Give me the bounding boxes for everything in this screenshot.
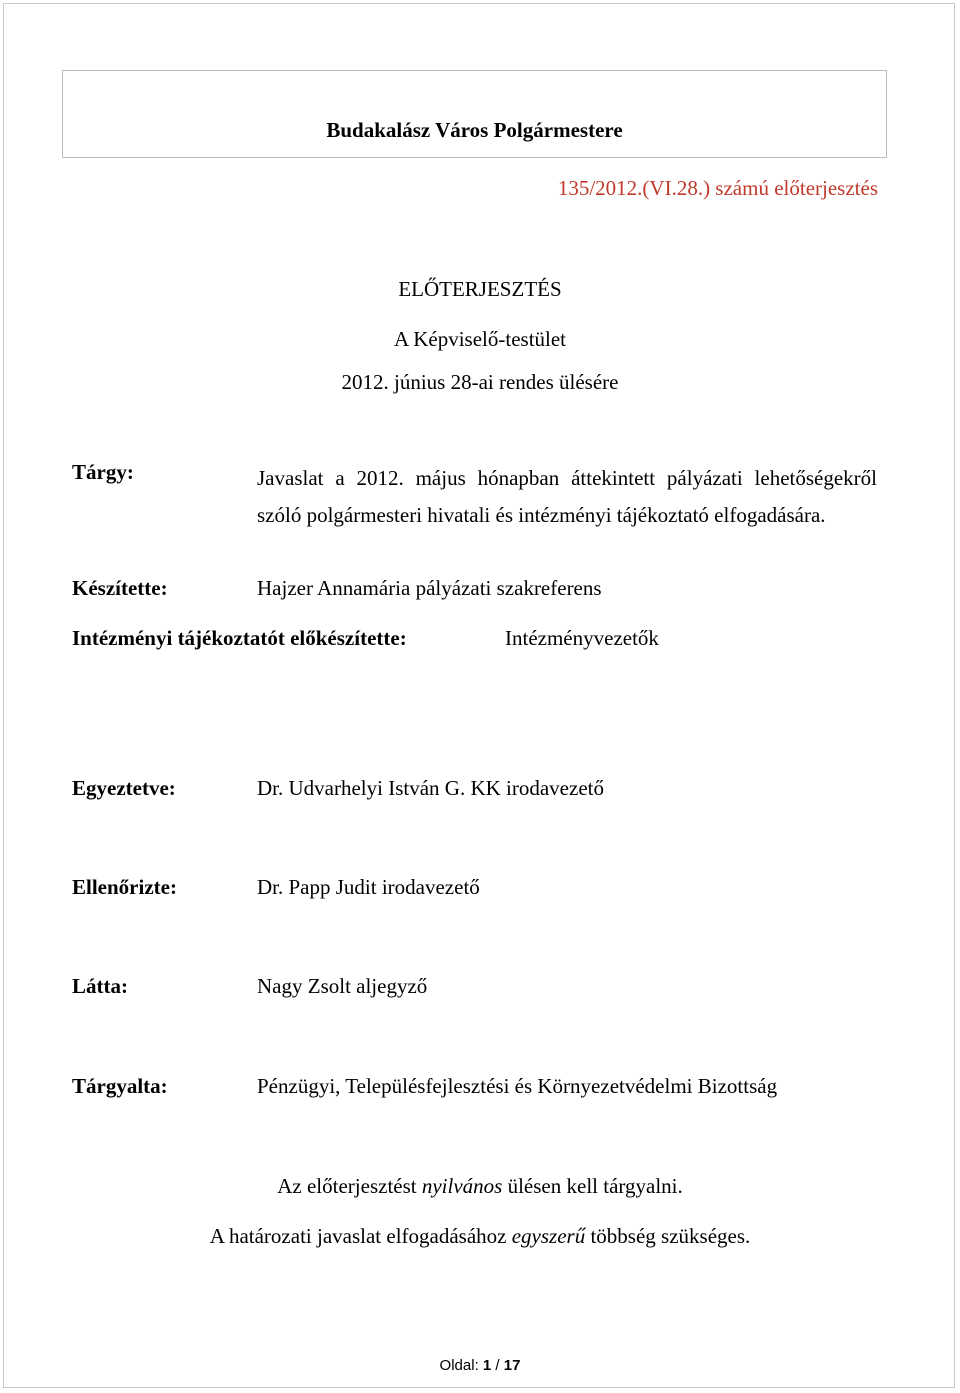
- note2-suffix: többség szükséges.: [585, 1224, 751, 1248]
- header-title: Budakalász Város Polgármestere: [326, 118, 623, 142]
- institution-prep-value: Intézményvezetők: [505, 626, 659, 650]
- prepared-value: Hajzer Annamária pályázati szakreferens: [257, 576, 602, 600]
- note2-prefix: A határozati javaslat elfogadásához: [209, 1224, 512, 1248]
- discussed-value: Pénzügyi, Településfejlesztési és Környezetvédelmi Bizottság: [257, 1074, 778, 1098]
- page-separator: /: [491, 1357, 504, 1374]
- agreed-label: Egyeztetve:: [72, 776, 176, 800]
- seen-label: Látta:: [72, 974, 128, 998]
- agreed-value: Dr. Udvarhelyi István G. KK irodavezető: [257, 776, 604, 800]
- current-page: 1: [482, 1357, 492, 1374]
- checked-value: Dr. Papp Judit irodavezető: [257, 875, 480, 899]
- header-box: [62, 70, 887, 158]
- reference-number: 135/2012.(VI.28.) számú előterjesztés: [557, 176, 878, 200]
- total-pages: 17: [503, 1357, 521, 1374]
- institution-prep-label: Intézményi tájékoztatót előkészítette:: [72, 626, 407, 650]
- meeting-date: 2012. június 28-ai rendes ülésére: [341, 370, 619, 394]
- prepared-label: Készítette:: [72, 576, 168, 600]
- addressee: A Képviselő-testület: [393, 327, 567, 351]
- note1-suffix: ülésen kell tárgyalni.: [502, 1174, 683, 1198]
- document-type: ELŐTERJESZTÉS: [398, 277, 562, 301]
- note1-emphasis: nyilvános: [421, 1174, 503, 1198]
- public-session-note: [0, 1174, 960, 1199]
- page-footer: [0, 1357, 960, 1374]
- note1-prefix: Az előterjesztést: [277, 1174, 422, 1198]
- note2-emphasis: egyszerű: [511, 1224, 586, 1248]
- page-label: Oldal:: [439, 1357, 483, 1374]
- majority-note: [0, 1224, 960, 1249]
- seen-value: Nagy Zsolt aljegyző: [257, 974, 428, 998]
- subject-value: Javaslat a 2012. május hónapban áttekintett pályázati lehetőségekről szóló polgármesteri hivatali és intézményi tájékoztató elfogadására.: [257, 466, 877, 527]
- checked-label: Ellenőrizte:: [72, 875, 177, 899]
- discussed-label: Tárgyalta:: [72, 1074, 168, 1098]
- subject-label: Tárgy:: [72, 460, 134, 484]
